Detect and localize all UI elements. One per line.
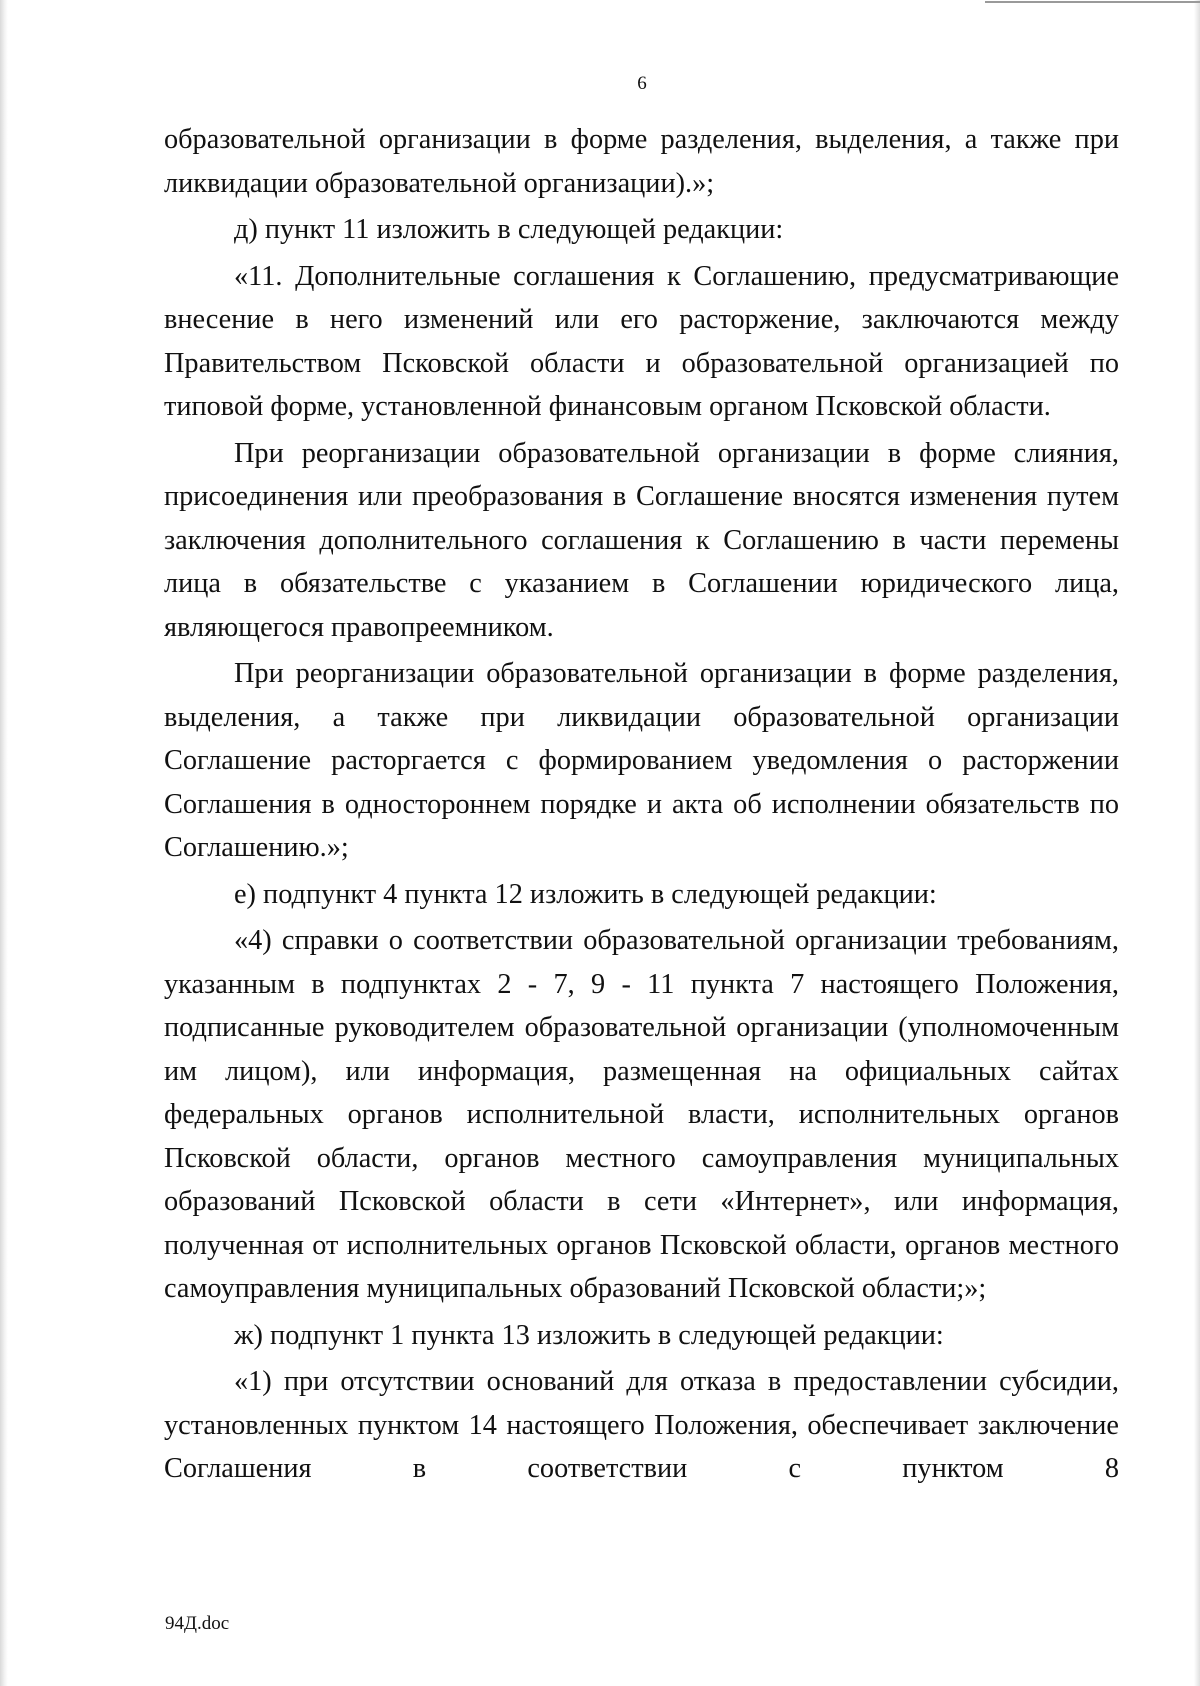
footer-file-name: 94Д.doc	[165, 1613, 230, 1634]
paragraph-item-zh: ж) подпункт 1 пункта 13 изложить в следующей редакции:	[234, 1319, 944, 1351]
paragraph-reorganization-division: При реорганизации образовательной организации в форме разделения, выделения, а также при ликвидации образовательной организации Соглашение расторгается с формированием уведомления о расторжении Соглашения в одностороннем порядке и акта об исполнении обязательств по Соглашению.»;	[164, 658, 1119, 863]
paragraph-subclause-4: «4) справки о соответствии образовательной организации требованиям, указанным в подпунктах 2 - 7, 9 - 11 пункта 7 настоящего Положения, подписанные руководителем образовательной организации (уполномоченным им лицом), или информация, размещенная на официальных сайтах федеральных органов исполнительной власти, исполнительных органов Псковской области, органов местного самоуправления муниципальных образований Псковской области в сети «Интернет», или информация, полученная от исполнительных органов Псковской области, органов местного самоуправления муниципальных образований Псковской области;»;	[164, 925, 1119, 1304]
paragraph-continuation: образовательной организации в форме разделения, выделения, а также при ликвидации образовательной организации).»;	[164, 124, 1119, 199]
paragraph-reorganization-merger: При реорганизации образовательной организации в форме слияния, присоединения или преобразования в Соглашение вносятся изменения путем заключения дополнительного соглашения к Соглашению в части перемены лица в обязательстве с указанием в Соглашении юридического лица, являющегося правопреемником.	[164, 437, 1119, 643]
scan-edge-left	[0, 0, 8, 1686]
page-number: 6	[637, 73, 647, 94]
paragraph-subclause-1: «1) при отсутствии оснований для отказа в предоставлении субсидии, установленных пунктом 14 настоящего Положения, обеспечивает заключение Соглашения в соответствии с пунктом 8	[164, 1366, 1119, 1484]
paragraph-item-e: е) подпункт 4 пункта 12 изложить в следующей редакции:	[234, 878, 937, 910]
paragraph-clause-11: «11. Дополнительные соглашения к Соглашению, предусматривающие внесение в него изменений или его расторжение, заключаются между Правительством Псковской области и образовательной организацией по типовой форме, установленной финансовым органом Псковской области.	[164, 260, 1119, 422]
scan-edge-right	[1194, 0, 1200, 1686]
scan-top-line	[985, 1, 1200, 3]
paragraph-item-d: д) пункт 11 изложить в следующей редакции:	[234, 214, 784, 245]
document-body	[164, 118, 1119, 1494]
